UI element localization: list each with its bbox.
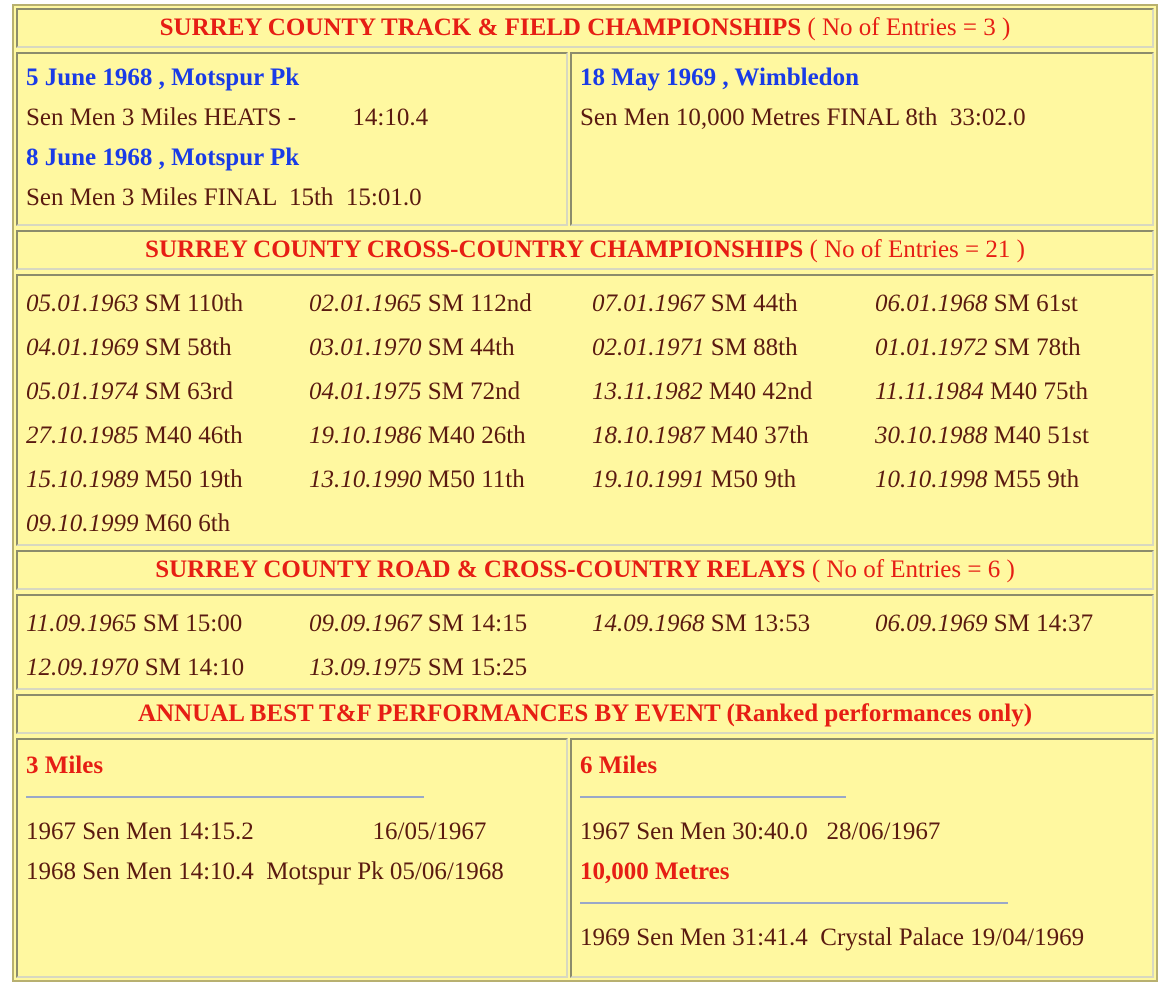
performance-row: 1967 Sen Men 30:40.0 28/06/1967 <box>580 818 941 845</box>
event-divider <box>580 796 846 798</box>
result-placing: SM 44th <box>710 290 798 317</box>
result-date: 09.10.1999 <box>26 510 139 537</box>
result-date: 03.01.1970 <box>309 334 422 361</box>
performance-row: 1967 Sen Men 14:15.2 16/05/1967 <box>26 818 487 845</box>
result-date: 13.09.1975 <box>309 654 422 681</box>
cross-country-entry <box>26 326 232 370</box>
cross-country-entry <box>875 370 1088 414</box>
relays-entry-count: ( No of Entries = 6 ) <box>811 556 1015 583</box>
track-field-heading: SURREY COUNTY TRACK & FIELD CHAMPIONSHIPS <box>159 14 802 41</box>
track-field-left-panel <box>16 52 568 226</box>
result-placing: SM 14:37 <box>993 610 1094 637</box>
performance-row: 1968 Sen Men 14:10.4 Motspur Pk 05/06/1968 <box>26 858 504 885</box>
result-date: 19.10.1986 <box>309 422 422 449</box>
meet-heading: 5 June 1968 , Motspur Pk <box>26 64 300 91</box>
result-placing: SM 72nd <box>427 378 521 405</box>
relay-entry <box>875 602 1093 646</box>
meet-heading: 8 June 1968 , Motspur Pk <box>26 144 300 171</box>
result-placing: M40 75th <box>990 378 1088 405</box>
relay-entry <box>309 602 527 646</box>
result-date: 15.10.1989 <box>26 466 139 493</box>
relay-entry <box>26 602 242 646</box>
cross-country-entry <box>592 458 796 502</box>
result-placing: SM 78th <box>993 334 1081 361</box>
event-divider <box>580 902 1008 904</box>
result-date: 04.01.1975 <box>309 378 422 405</box>
result-placing: M40 26th <box>427 422 526 449</box>
result-date: 18.10.1987 <box>592 422 705 449</box>
result-date: 13.10.1990 <box>309 466 422 493</box>
result-placing: M40 37th <box>710 422 809 449</box>
result-date: 04.01.1969 <box>26 334 139 361</box>
result-date: 14.09.1968 <box>592 610 705 637</box>
result-placing: SM 110th <box>144 290 244 317</box>
result-date: 05.01.1974 <box>26 378 139 405</box>
cross-country-heading: SURREY COUNTY CROSS-COUNTRY CHAMPIONSHIPS <box>145 236 804 263</box>
result-placing: M50 11th <box>427 466 525 493</box>
result-date: 13.11.1982 <box>592 378 703 405</box>
cross-country-entry <box>309 326 515 370</box>
track-field-entry-count: ( No of Entries = 3 ) <box>807 14 1011 41</box>
result-placing: SM 61st <box>993 290 1078 317</box>
result-placing: SM 14:10 <box>144 654 245 681</box>
result-date: 27.10.1985 <box>26 422 139 449</box>
meet-heading: 18 May 1969 , Wimbledon <box>580 64 859 91</box>
result-placing: M55 9th <box>993 466 1080 493</box>
track-field-title <box>18 10 1152 46</box>
result-date: 11.11.1984 <box>875 378 984 405</box>
result-date: 09.09.1967 <box>309 610 422 637</box>
annual-best-title-bar <box>16 694 1154 734</box>
cross-country-entry <box>309 370 520 414</box>
result-date: 12.09.1970 <box>26 654 139 681</box>
result-date: 11.09.1965 <box>26 610 137 637</box>
cross-country-entry <box>26 282 243 326</box>
result-placing: M50 19th <box>144 466 243 493</box>
cross-country-entry <box>592 326 798 370</box>
relays-results-panel <box>16 594 1154 690</box>
result-date: 01.01.1972 <box>875 334 988 361</box>
result-date: 06.09.1969 <box>875 610 988 637</box>
result-placing: SM 112nd <box>427 290 532 317</box>
result-date: 06.01.1968 <box>875 290 988 317</box>
relays-title <box>18 552 1152 588</box>
result-date: 19.10.1991 <box>592 466 705 493</box>
event-heading: 3 Miles <box>26 752 104 779</box>
page-container <box>12 4 1158 982</box>
performance-row: 1969 Sen Men 31:41.4 Crystal Palace 19/04/1969 <box>580 924 1085 951</box>
result-placing: M60 6th <box>144 510 231 537</box>
annual-best-heading: ANNUAL BEST T&F PERFORMANCES BY EVENT (Ranked performances only) <box>137 700 1033 727</box>
result-date: 02.01.1965 <box>309 290 422 317</box>
meet-result: Sen Men 3 Miles HEATS - 14:10.4 <box>26 104 429 131</box>
cross-country-entry-count: ( No of Entries = 21 ) <box>809 236 1025 263</box>
result-placing: M40 42nd <box>708 378 813 405</box>
cross-country-entry <box>592 282 798 326</box>
result-placing: SM 14:15 <box>427 610 528 637</box>
result-placing: M40 46th <box>144 422 243 449</box>
result-placing: SM 44th <box>427 334 515 361</box>
result-placing: SM 13:53 <box>710 610 811 637</box>
cross-country-entry <box>26 414 243 458</box>
event-divider <box>26 796 424 798</box>
result-date: 02.01.1971 <box>592 334 705 361</box>
cross-country-title <box>18 232 1152 268</box>
cross-country-title-bar <box>16 230 1154 270</box>
cross-country-entry <box>26 458 243 502</box>
relays-title-bar <box>16 550 1154 590</box>
cross-country-entry <box>26 370 233 414</box>
cross-country-entry <box>309 458 525 502</box>
cross-country-results-panel <box>16 274 1154 546</box>
result-date: 30.10.1988 <box>875 422 988 449</box>
cross-country-entry <box>875 458 1079 502</box>
track-field-right-panel <box>570 52 1154 226</box>
annual-best-right-panel <box>570 738 1154 978</box>
result-placing: SM 88th <box>710 334 798 361</box>
track-field-title-bar <box>16 8 1154 48</box>
cross-country-entry <box>875 414 1089 458</box>
result-date: 10.10.1998 <box>875 466 988 493</box>
cross-country-entry <box>309 282 532 326</box>
result-placing: SM 63rd <box>144 378 233 405</box>
result-placing: SM 58th <box>144 334 232 361</box>
cross-country-entry <box>875 326 1081 370</box>
meet-result: Sen Men 10,000 Metres FINAL 8th 33:02.0 <box>580 104 1026 131</box>
result-placing: M40 51st <box>993 422 1089 449</box>
annual-best-left-panel <box>16 738 568 978</box>
result-date: 05.01.1963 <box>26 290 139 317</box>
cross-country-entry <box>26 502 230 546</box>
event-heading: 10,000 Metres <box>580 858 730 885</box>
result-placing: SM 15:00 <box>142 610 243 637</box>
cross-country-entry <box>592 414 809 458</box>
annual-best-title <box>18 696 1152 732</box>
relay-entry <box>309 646 527 690</box>
relay-entry <box>26 646 244 690</box>
event-heading: 6 Miles <box>580 752 658 779</box>
result-placing: M50 9th <box>710 466 797 493</box>
cross-country-entry <box>592 370 812 414</box>
relay-entry <box>592 602 810 646</box>
cross-country-entry <box>309 414 526 458</box>
result-placing: SM 15:25 <box>427 654 528 681</box>
cross-country-entry <box>875 282 1078 326</box>
relays-heading: SURREY COUNTY ROAD & CROSS-COUNTRY RELAYS <box>155 556 806 583</box>
result-date: 07.01.1967 <box>592 290 705 317</box>
meet-result: Sen Men 3 Miles FINAL 15th 15:01.0 <box>26 184 422 211</box>
